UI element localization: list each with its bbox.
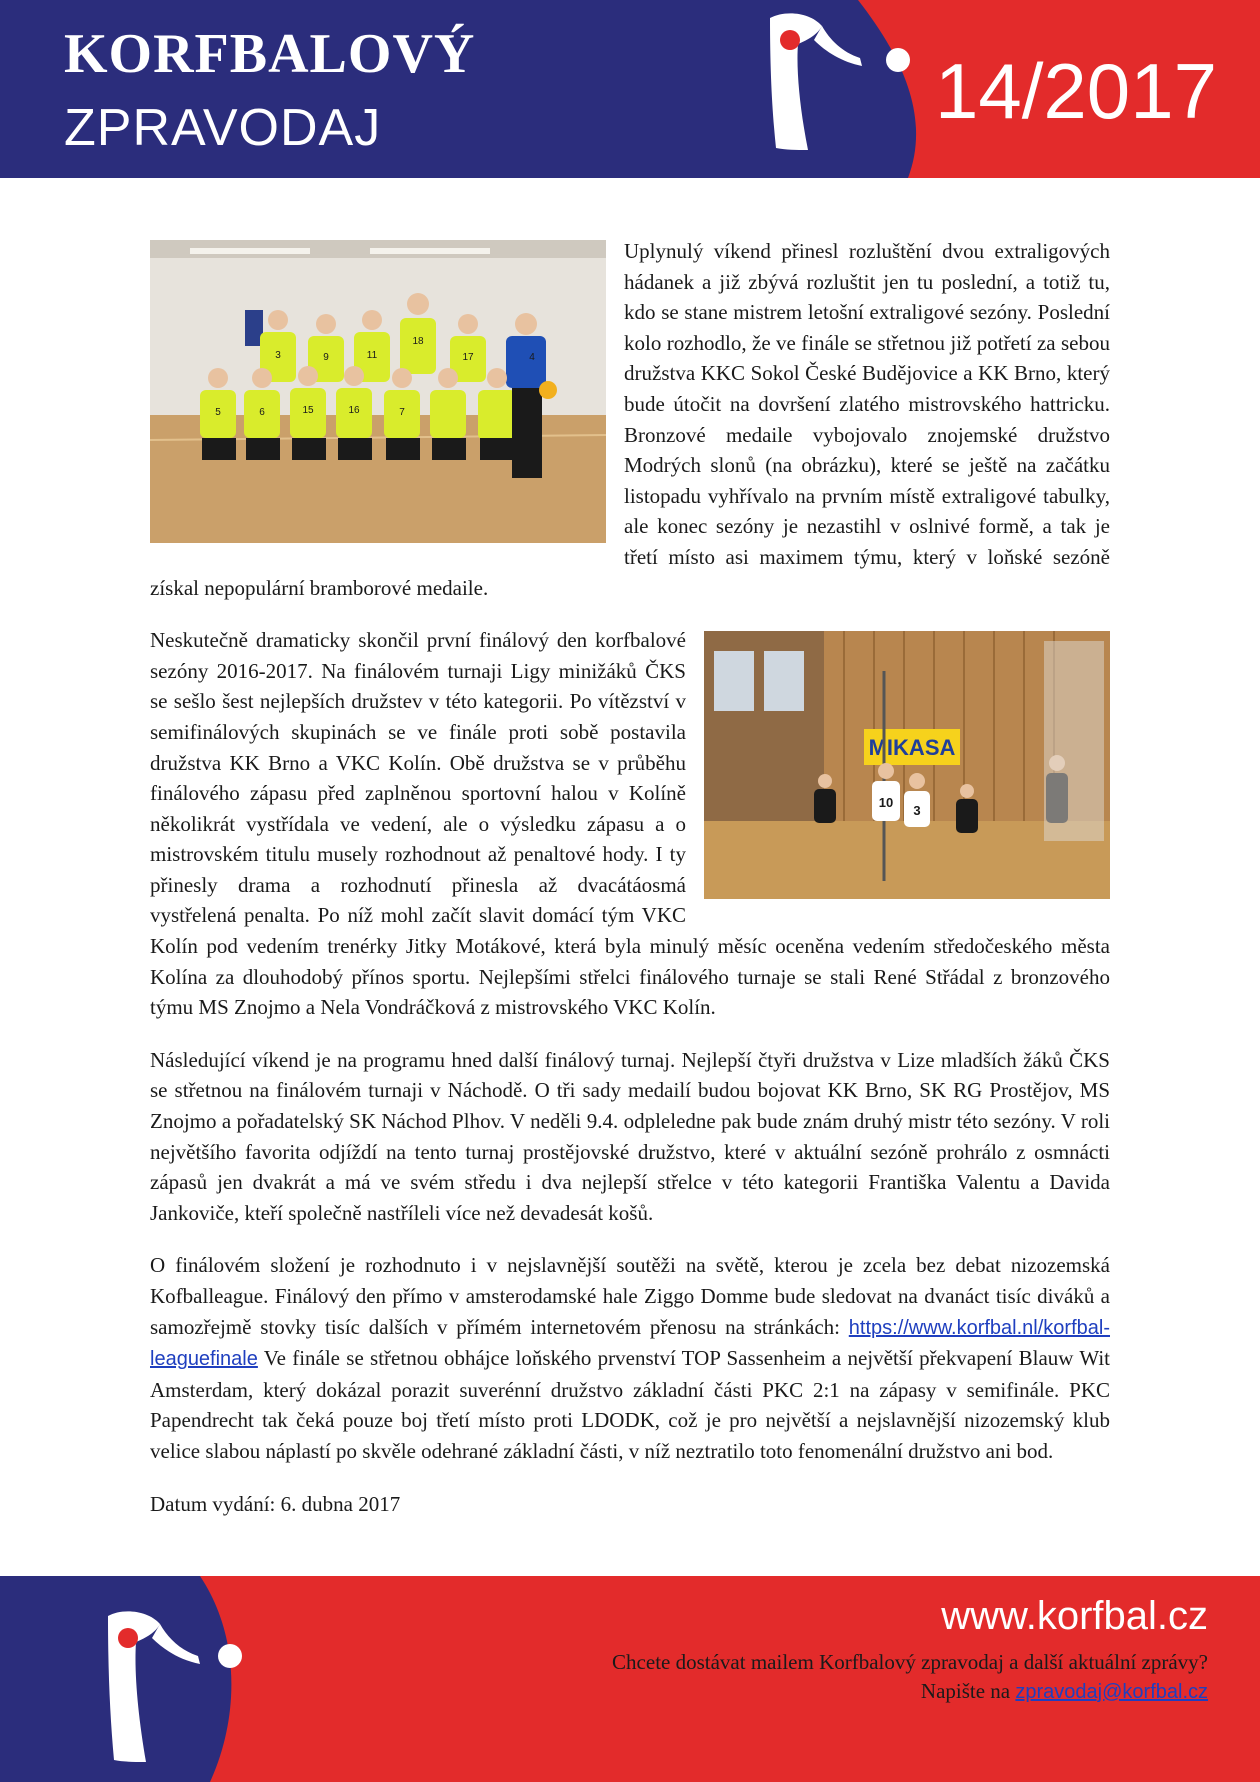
jersey-number: 18 <box>412 336 424 347</box>
jersey-number: 7 <box>399 407 405 418</box>
header-banner <box>0 0 1260 178</box>
email-link[interactable]: zpravodaj@korfbal.cz <box>1015 1681 1208 1703</box>
footer-banner <box>0 1576 1260 1782</box>
jersey-number: 10 <box>878 795 894 811</box>
publication-date: Datum vydání: 6. dubna 2017 <box>150 1491 401 1516</box>
jersey-number: 5 <box>215 407 221 418</box>
subscribe-prompt: Chcete dostávat mailem Korfbalový zpravodaj a další aktuální zprávy? <box>612 1650 1208 1674</box>
jersey-number: 3 <box>913 803 921 819</box>
issue-number: 14/2017 <box>935 47 1217 135</box>
article-body <box>150 236 1110 1541</box>
jersey-number: 4 <box>529 352 535 363</box>
jersey-number: 11 <box>366 350 378 361</box>
website-address[interactable]: www.korfbal.cz <box>941 1594 1208 1638</box>
jersey-number: 17 <box>462 352 474 363</box>
match-photo <box>704 631 1110 899</box>
subscribe-contact-prefix: Napište na <box>920 1679 1016 1703</box>
paragraph-2: Neskutečně dramaticky skončil první finálový den korfbalové sezóny 2016-2017. Na finálovém turnaji Ligy minižáků ČKS se sešlo šest nejlepších družstev v této kategorii. Po vítězství v semifinálových skupinách se ve finále proti sobě postavila družstva KK Brno a VKC Kolín. Obě družstva se v průběhu finálového zápasu před zaplněnou sportovní halou v Kolíně několikrát vystřídala ve vedení, ale o výsledku zápasu a o mistrovském titulu musely rozhodnout až penaltové hody. I ty přinesly drama a rozhodnutí přinesla až dvacátáosmá vystřelená penalta. Po níž mohl začít slavit domácí tým VKC Kolín pod vedením trenérky Jitky Motákové, která byla minulý měsíc oceněna vedením středočeského města Kolína za dlouhodobý přínos sportu. Nejlepšími střelci finálového turnaje se stali René Střádal z bronzového týmu MS Znojmo a Nela Vondráčková z mistrovského VKC Kolín. <box>150 628 1110 1020</box>
jersey-number: 9 <box>323 352 329 363</box>
newsletter-title: KORFBALOVÝ <box>64 23 476 85</box>
jersey-number: 3 <box>275 350 281 361</box>
newsletter-subtitle: ZPRAVODAJ <box>64 99 382 157</box>
subscribe-contact <box>921 1679 1208 1704</box>
korfbal-league-link[interactable]: https://www.korfbal.nl/korfbal-leaguefinale <box>150 1316 1110 1371</box>
team-photo <box>150 240 606 543</box>
jersey-number: 15 <box>302 405 314 416</box>
jersey-number: 16 <box>348 405 360 416</box>
paragraph-1: Uplynulý víkend přinesl rozluštění dvou extraligových hádanek a již zbývá rozluštit jen tu poslední, a totiž tu, kdo se stane mistrem letošní extraligové sezóny. Poslední kolo rozhodlo, že ve finále se střetnou již potřetí za sebou družstva KKC Sokol České Budějovice a KK Brno, který bude útočit na dovršení zlatého mistrovského hattricku. Bronzové medaile vybojovalo znojemské družstvo Modrých slonů (na obrázku), které se ještě na začátku listopadu vyhřívalo na prvním místě extraligové tabulky, ale konec sezóny je nezastihl v oslnivé formě, a tak je třetí místo asi maximem týmu, který v loňské sezóně získal nepopulární bramborové medaile. <box>150 239 1110 600</box>
paragraph-4-start: O finálovém složení je rozhodnuto i v nejslavnější soutěži na světě, kterou je zcela bez debat nizozemská Kofballeague. Finálový den přímo v amsterodamské hale Ziggo Domme bude sledovat na dvanáct tisíc diváků a samozřejmě stovky tisíc dalších v přímém internetovém přenosu na stránkách: <box>150 1253 1110 1339</box>
paragraph-3: Následující víkend je na programu hned další finálový turnaj. Nejlepší čtyři družstva v Lize mladších žáků ČKS se střetnou na finálovém turnaji v Náchodě. O tři sady medailí budou bojovat KK Brno, SK RG Prostějov, MS Znojmo a pořadatelský SK Náchod Plhov. V neděli 9.4. odpleledne pak bude znám druhý mistr této sezóny. V roli největšího favorita odjíždí na tento turnaj prostějovské družstvo, které v aktuální sezóně prohrálo z osmnácti zápasů jen dvakrát a má ve svém středu i dva nejlepší střelce v této kategorii Františka Valentu a Davida Jankoviče, kteří společně nastříleli více než devadesát košů. <box>150 1047 1110 1225</box>
paragraph-4 <box>150 1250 1110 1466</box>
paragraph-4-end: Ve finále se střetnou obhájce loňského prvenství TOP Sassenheim a největší překvapení Blauw Wit Amsterdam, který dokázal porazit suverénní družstvo základní části PKC 2:1 na zápasy v semifinále. PKC Papendrecht tak čeká pouze boj třetí místo proti LDODK, což je pro největší a nejslavnější nizozemský klub velice slabou náplastí po skvěle odehrané základní části, v níž neztratilo toto fenomenální družstvo ani bod. <box>150 1346 1110 1463</box>
jersey-number: 6 <box>259 407 265 418</box>
mikasa-banner-text: MIKASA <box>868 735 956 761</box>
